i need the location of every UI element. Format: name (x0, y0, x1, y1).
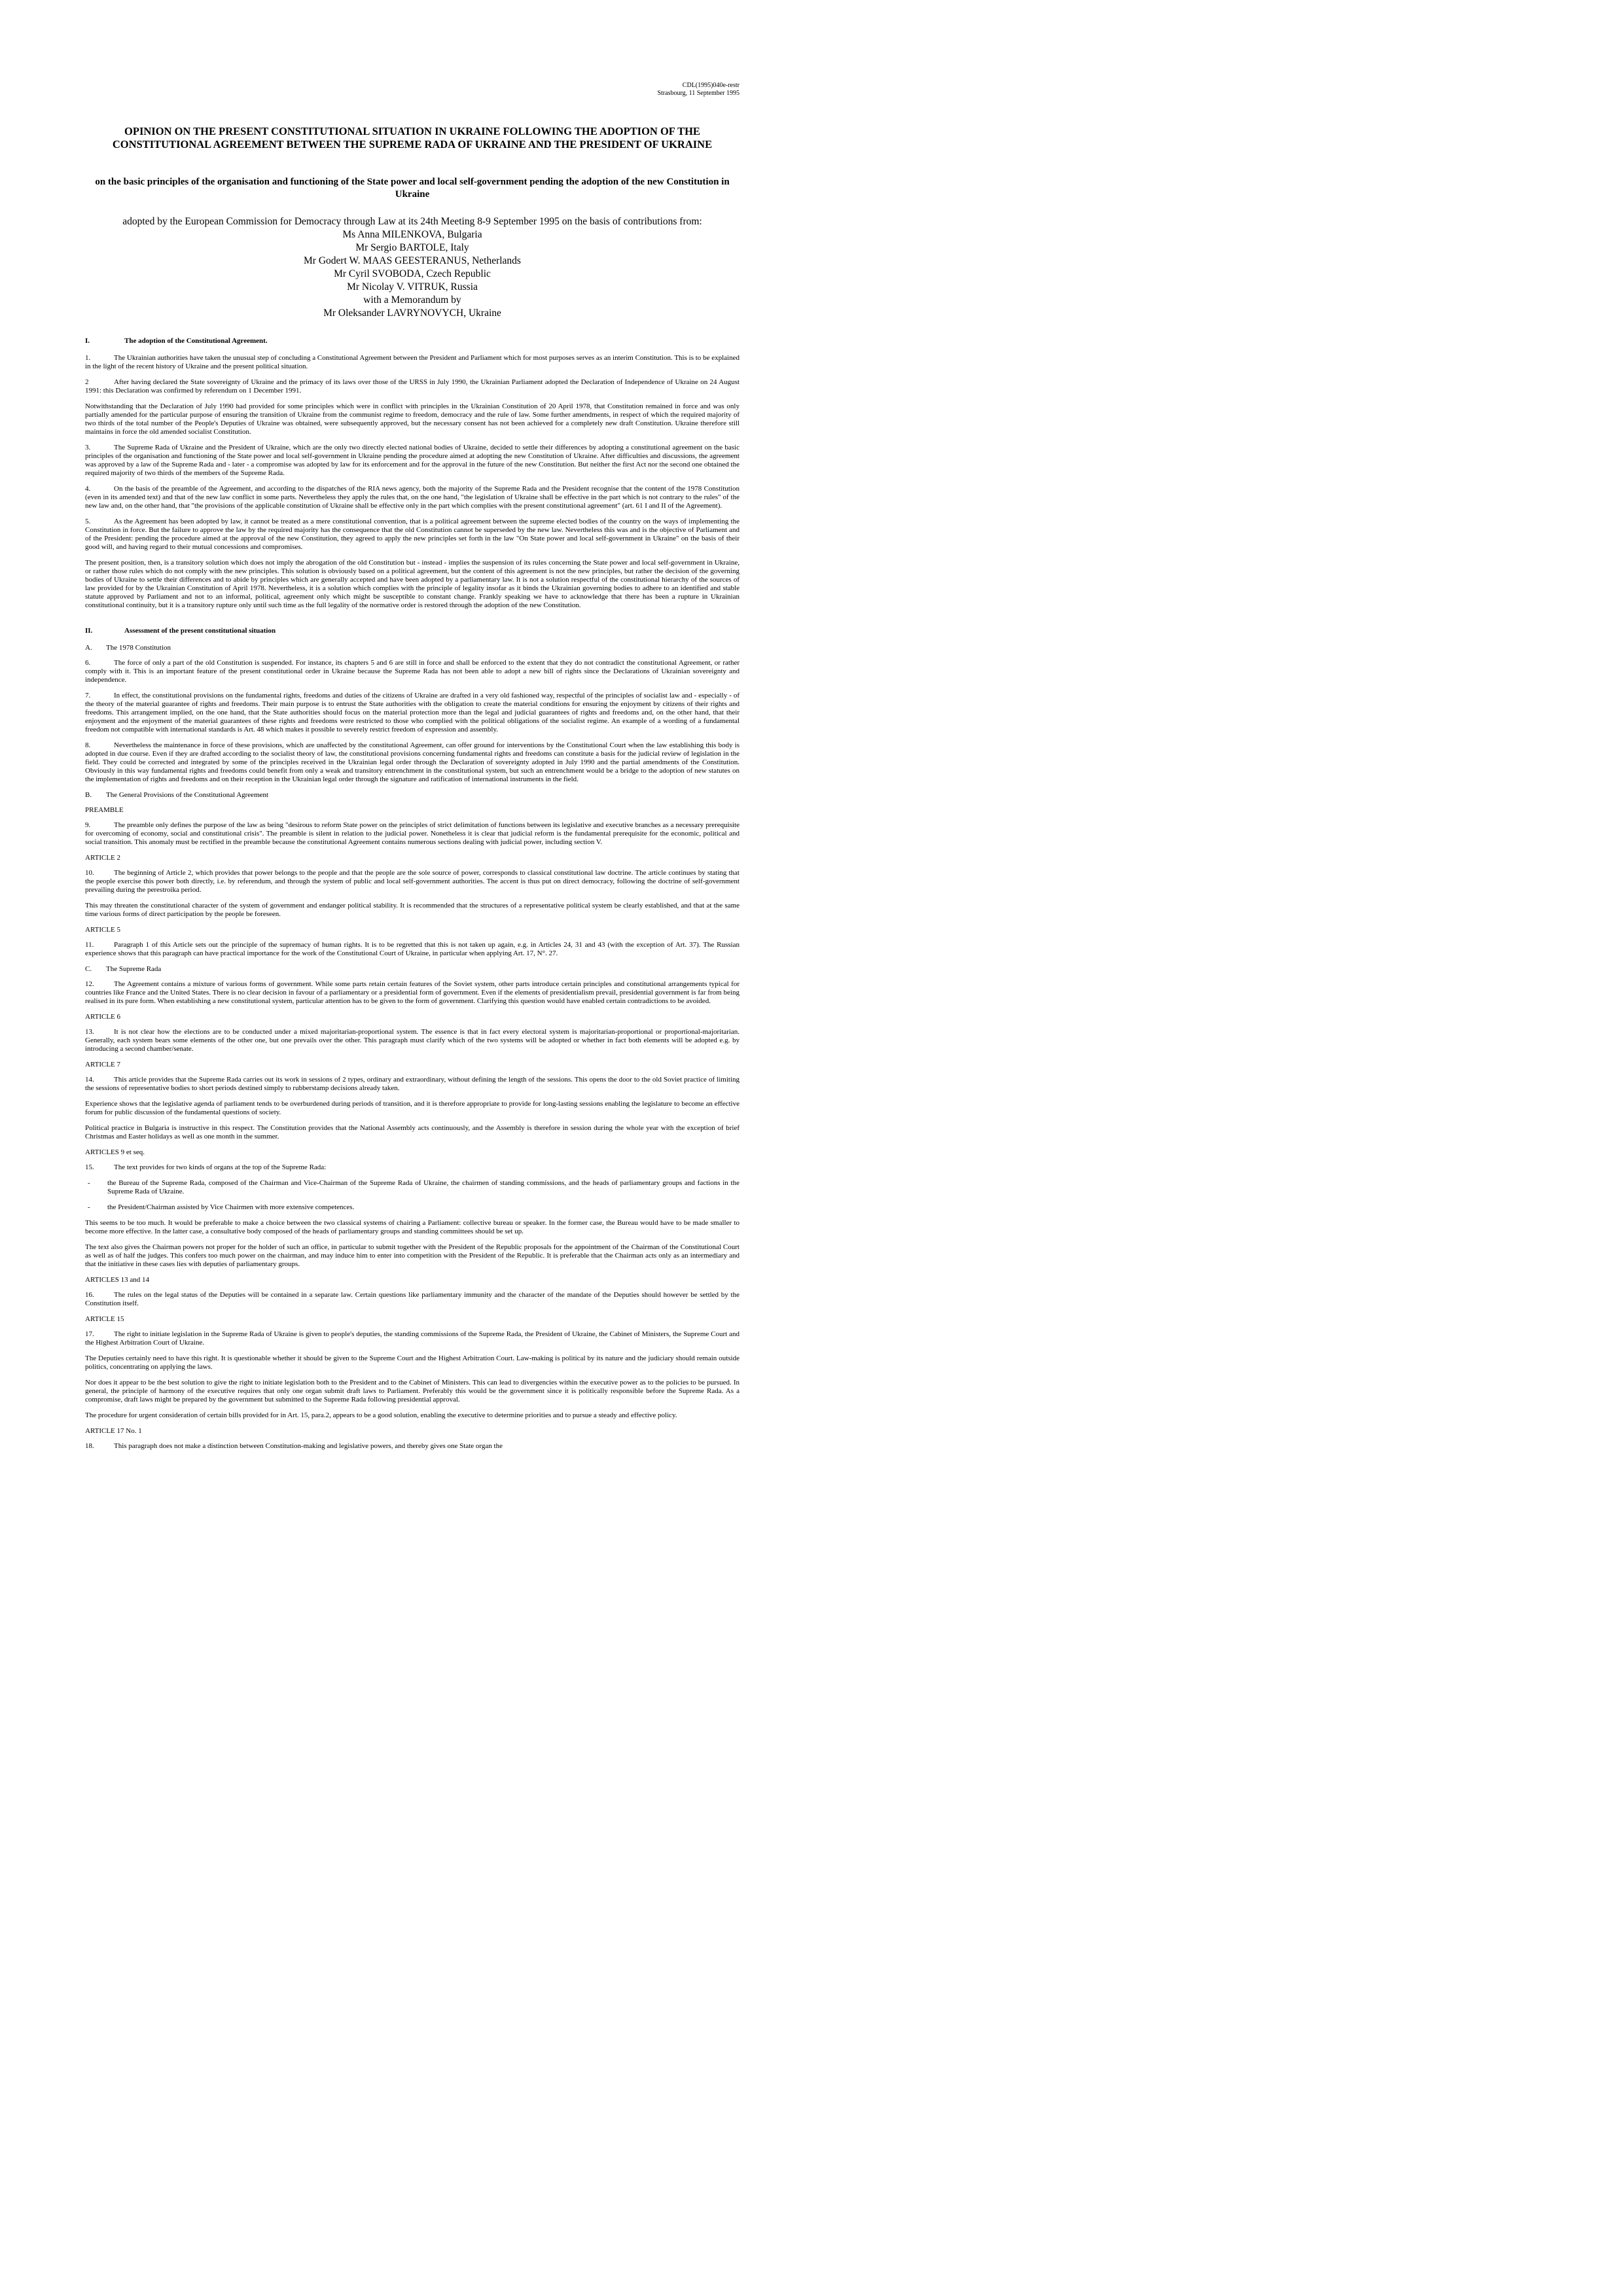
paragraph-number: 14. (85, 1076, 94, 1084)
paragraph-text: The beginning of Article 2, which provides that power belongs to the people and that the people are the sole source of power, corresponds to classical constitutional law doctrine. The article continues by stating that the people exercise this power both directly, i.e. by referendum, and through the system of public and local self-government authorities. The accent is thus put on direct democracy, following the doctrine of self-government prevailing during the perestroika period. (85, 869, 740, 894)
article-heading: ARTICLE 7 (85, 1061, 121, 1069)
list-item (85, 1203, 740, 1212)
contributor: Mr Sergio BARTOLE, Italy (355, 242, 469, 253)
list-dash: - (88, 1203, 90, 1211)
contributor: Ms Anna MILENKOVA, Bulgaria (342, 229, 482, 240)
document-title: OPINION ON THE PRESENT CONSTITUTIONAL SITUATION IN UKRAINE FOLLOWING THE ADOPTION OF THE CONSTITUTIONAL AGREEMENT BETWEEN THE SUPREME RADA OF UKRAINE AND THE PRESIDENT OF UKRAINE (112, 125, 713, 150)
article-heading: ARTICLES 9 et seq. (85, 1148, 145, 1156)
contributor: Mr Godert W. MAAS GEESTERANUS, Netherlands (304, 255, 521, 266)
paragraph-13 (85, 1028, 740, 1053)
paragraph-text: As the Agreement has been adopted by law, it cannot be treated as a mere constitutional convention, that is a political agreement between the supreme elected bodies of the country on the ways of implementing the Constitution in force. But the failure to approve the law by the required majority has the consequence that the old Constitution cannot be superseded by the new law. Nevertheless this was and is the objective of Parliament and of the President: pending the procedure aimed at the approval of the new Constitution, they agreed to apply the new principles set forth in the law "On State power and local self-government in Ukraine" on the basis of their good will, and having regard to their mutual concessions and compromises. (85, 518, 740, 551)
section-number: I. (85, 337, 90, 345)
paragraph-3 (85, 444, 740, 478)
paragraph-17 (85, 1330, 740, 1347)
paragraph-17-continued: The Deputies certainly need to have this right. It is questionable whether it should be given to the Supreme Court and the Highest Arbitration Court. Law-making is political by its nature and the judiciary should remain outside politics, concentrating on applying the laws. (85, 1354, 740, 1371)
paragraph-15 (85, 1163, 740, 1172)
subsection-title: The 1978 Constitution (106, 644, 171, 652)
paragraph-text: The text provides for two kinds of organs at the top of the Supreme Rada: (114, 1163, 327, 1171)
list-item (85, 1179, 740, 1196)
paragraph-4 (85, 485, 740, 510)
paragraph-16 (85, 1291, 740, 1308)
subsection-letter: A. (85, 644, 92, 652)
paragraph-7 (85, 692, 740, 734)
paragraph-text: Paragraph 1 of this Article sets out the principle of the supremacy of human rights. It is to be regretted that this is not taken up again, e.g. in Articles 24, 31 and 43 (with the exception of Art. 37). The Russian experience shows that this paragraph can have practical importance for the work of the Constitutional Court of Ukraine, in particular when applying Art. 17, N°. 27. (85, 941, 740, 957)
paragraph-1 (85, 354, 740, 371)
list-dash: - (88, 1179, 90, 1187)
paragraph-number: 6. (85, 659, 91, 667)
document-reference (85, 82, 740, 97)
paragraph-12 (85, 980, 740, 1006)
article-heading: PREAMBLE (85, 806, 124, 814)
adoption-intro: adopted by the European Commission for Democracy through Law at its 24th Meeting 8-9 September 1995 on the basis of contributions from: (122, 216, 702, 227)
paragraph-17-continued: The procedure for urgent consideration of certain bills provided for in Art. 15, para.2, appears to be a good solution, enabling the executive to determine priorities and to pursue a steady and effective policy. (85, 1411, 677, 1419)
paragraph-number: 17. (85, 1330, 94, 1338)
paragraph-number: 7. (85, 692, 91, 699)
subsection-letter: B. (85, 791, 92, 799)
paragraph-number: 11. (85, 941, 94, 949)
adoption-block (85, 215, 740, 320)
paragraph-text: Nevertheless the maintenance in force of these provisions, which are unaffected by the constitutional Agreement, can offer ground for interventions by the Constitutional Court when the law establishing this body is adopted in due course. Even if they are drafted according to the socialist theory of law, the constitutional provisions concerning fundamental rights and freedoms can constitute a basis for the judicial review of legislation in the field. They could be corrected and integrated by some of the principles received in the Ukrainian legal order through the Declaration of sovereignty adopted in July 1990 and the partial amendments of the Constitution. Obviously in this way fundamental rights and freedoms could benefit from only a weak and transitory entrenchment in the constitutional system, but such an entrenchment would be a bridge to the adoption of new statutes on the implementation of rights and freedoms and on their reception in the Ukrainian legal order through the signature and ratification of international instruments in the field. (85, 741, 740, 783)
paragraph-text: After having declared the State sovereignty of Ukraine and the primacy of its laws over those of the URSS in July 1990, the Ukrainian Parliament adopted the Declaration of Independence of Ukraine on 24 August 1991: this Declaration was confirmed by referendum on 1 December 1991. (85, 378, 740, 395)
paragraph-14-continued: Experience shows that the legislative agenda of parliament tends to be overburdened during periods of transition, and it is therefore appropriate to provide for long-lasting sessions enabling the legislature to become an effective forum for public discussion of the fundamental questions of society. (85, 1100, 740, 1116)
paragraph-number: 16. (85, 1291, 94, 1299)
contributor: Mr Cyril SVOBODA, Czech Republic (334, 268, 491, 279)
paragraph-15-continued: The text also gives the Chairman powers not proper for the holder of such an office, in particular to submit together with the President of the Republic proposals for the appointment of the Chairman of the Constitutional Court as well as of half the judges. This confers too much power on the chairman, and may induce him to enter into competition with the President of the Republic. It is preferable that the Chairman acts only as an intermediary and that the initiative in these cases lies with deputies of parliamentary groups. (85, 1243, 740, 1268)
subsection-title: The Supreme Rada (106, 965, 162, 973)
article-heading: ARTICLE 5 (85, 926, 121, 934)
subsection-heading (85, 791, 740, 800)
paragraph-14-continued: Political practice in Bulgaria is instructive in this respect. The Constitution provides that the National Assembly acts continuously, and the Assembly is therefore in session during the whole year with the exception of brief Christmas and Easter holidays as well as one month in the summer. (85, 1124, 740, 1140)
contributor: with a Memorandum by (363, 294, 461, 306)
paragraph-number: 5. (85, 518, 91, 525)
paragraph-text: This article provides that the Supreme Rada carries out its work in sessions of 2 types, ordinary and extraordinary, without defining the length of the sessions. This opens the door to the old Soviet practice of limiting the sessions of representative bodies to short periods destined simply to rubberstamp decisions already taken. (85, 1076, 740, 1092)
paragraph-number: 12. (85, 980, 94, 988)
paragraph-5 (85, 518, 740, 552)
reference-code: CDL(1995)040e-restr (682, 82, 740, 89)
subsection-heading (85, 644, 740, 652)
subsection-title: The General Provisions of the Constitutional Agreement (106, 791, 269, 799)
reference-date: Strasbourg, 11 September 1995 (657, 90, 740, 97)
paragraph-17-continued: Nor does it appear to be the best solution to give the right to initiate legislation both to the President and to the Cabinet of Ministers. This can lead to divergencies within the executive power as to the policies to be pursued. In general, the principle of harmony of the executive requires that only one organ submit draft laws to Parliament. Preferably this would be the government since it is politically responsible before the Supreme Rada. As a compromise, draft laws might be prepared by the government but submitted to the Supreme Rada following presidential approval. (85, 1379, 740, 1404)
contributor: Mr Oleksander LAVRYNOVYCH, Ukraine (323, 308, 501, 319)
article-heading: ARTICLE 17 No. 1 (85, 1427, 142, 1435)
paragraph-10 (85, 869, 740, 894)
paragraph-9 (85, 821, 740, 847)
section-heading (85, 337, 740, 345)
subsection-letter: C. (85, 965, 92, 973)
paragraph-number: 10. (85, 869, 94, 877)
article-heading: ARTICLE 6 (85, 1013, 121, 1021)
article-heading: ARTICLE 15 (85, 1315, 124, 1323)
document-page (85, 82, 740, 1458)
paragraph-number: 9. (85, 821, 91, 829)
paragraph-number: 4. (85, 485, 91, 493)
contributor: Mr Nicolay V. VITRUK, Russia (347, 281, 478, 292)
article-heading: ARTICLE 2 (85, 854, 121, 862)
paragraph-text: The preamble only defines the purpose of the law as being "desirous to reform State power on the principles of strict delimitation of functions between its legislative and executive branches as a necessary prerequisite for overcoming of economy, social and constitutional crisis". The preamble is silent in relation to the judicial power. Nonetheless it is clear that judicial reform is the fundamental prerequisite for the economic, political and social transition. This anomaly must be rectified in the preamble because the constitutional Agreement contains numerous sections dealing with judicial power, including section V. (85, 821, 740, 846)
section-number: II. (85, 627, 93, 635)
paragraph-18 (85, 1442, 740, 1451)
paragraph-8 (85, 741, 740, 784)
paragraph-text: On the basis of the preamble of the Agreement, and according to the dispatches of the RIA news agency, both the majority of the Supreme Rada and the President recognise that the content of the 1978 Constitution (even in its amended text) and that of the new law conflict in some parts. Nevertheless they apply the rules that, on the one hand, "the legislation of Ukraine shall be effective in the part which is not contrary to the rules" of the new law and, on the other hand, that "the provisions of the applicable constitution of Ukraine shall be effective only in the part which complies with the present constitutional agreement" (art. 61 I and II of the Agreement). (85, 485, 740, 510)
paragraph-text: In effect, the constitutional provisions on the fundamental rights, freedoms and duties of the citizens of Ukraine are drafted in a very old fashioned way, respectful of the principles of socialist law and - especially - of the theory of the material guarantee of rights and freedoms. Their main purpose is to entrust the State authorities with the obligation to create the material conditions for ensuring the enjoyment by citizens of their rights and freedoms. This arrangement implied, on the one hand, that the State authorities should focus on the material protection more than the legal and judicial guarantees of rights and freedoms and, on the other hand, that their enjoyment and the enjoyment of the material guarantees of these rights and freedoms were restricted to those who complied with the political obligations of the socialist regime. An example of a wording of a fundamental freedom not compatible with international standards is Art. 48 which makes it possible to severely restrict freedom of expression and assembly. (85, 692, 740, 733)
paragraph-text: This paragraph does not make a distinction between Constitution-making and legislative powers, and thereby gives one State organ the (114, 1442, 503, 1450)
paragraph-15-continued: This seems to be too much. It would be preferable to make a choice between the two classical systems of chairing a Parliament: collective bureau or speaker. In the former case, the Bureau would have to be made smaller to become more effective. In the latter case, a consultative body composed of the heads of parliamentary groups and standing committees should be set up. (85, 1219, 740, 1235)
list-item-text: the Bureau of the Supreme Rada, composed of the Chairman and Vice-Chairman of the Supreme Rada of Ukraine, the chairmen of standing commissions, and the heads of parliamentary groups and factions in the Supreme Rada of Ukraine. (107, 1179, 740, 1195)
list-item-text: the President/Chairman assisted by Vice Chairmen with more extensive competences. (107, 1203, 355, 1211)
article-heading: ARTICLES 13 and 14 (85, 1276, 150, 1284)
paragraph-2-continued: Notwithstanding that the Declaration of July 1990 had provided for some principles which were in conflict with principles in the Ukrainian Constitution of 20 April 1978, that Constitution remained in force and was only partially amended for the particular purpose of ensuring the transition of Ukraine from the communist regime to freedom, democracy and the rule of law. Some further amendments, in respect of which the required majority of two thirds of the total number of the People's Deputies of Ukraine was obtained, were subsequently approved, but the necessary consent has not been achieved for a completely new draft Constitution. Ukraine therefore still maintains in force the old amended socialist Constitution. (85, 402, 740, 436)
paragraph-number: 15. (85, 1163, 94, 1171)
paragraph-text: The Ukrainian authorities have taken the unusual step of concluding a Constitutional Agreement between the President and Parliament which for most purposes serves as an interim Constitution. This is to be explained in the light of the recent history of Ukraine and the present political situation. (85, 354, 740, 370)
paragraph-number: 2 (85, 378, 89, 386)
paragraph-number: 1. (85, 354, 91, 362)
section-title: The adoption of the Constitutional Agreement. (124, 337, 268, 345)
paragraph-text: The right to initiate legislation in the Supreme Rada of Ukraine is given to people's deputies, the standing commissions of the Supreme Rada, the President of Ukraine, the Cabinet of Ministers, the Supreme Court and the Highest Arbitration Court of Ukraine. (85, 1330, 740, 1347)
paragraph-text: The rules on the legal status of the Deputies will be contained in a separate law. Certain questions like parliamentary immunity and the character of the mandate of the Deputies should however be settled by the Constitution itself. (85, 1291, 740, 1307)
paragraph-text: The Supreme Rada of Ukraine and the President of Ukraine, which are the only two directly elected national bodies of Ukraine, decided to settle their differences by adopting a constitutional agreement on the basic principles of the organisation and functioning of the State power and local self-government in Ukraine pending the procedure aimed at adopting the new Constitution of Ukraine. After difficulties and discussions, the agreement was approved by a law of the Supreme Rada and - later - a compromise was adopted by law for its enforcement and for the approval in the future of the new Constitution. But neither the first Act nor the second one obtained the required majority of two thirds of the members of the Supreme Rada. (85, 444, 740, 477)
paragraph-number: 18. (85, 1442, 94, 1450)
section-heading (85, 627, 740, 635)
document-subtitle: on the basic principles of the organisation and functioning of the State power and local self-government pending the adoption of the new Constitution in Ukraine (95, 177, 730, 200)
paragraph-number: 8. (85, 741, 91, 749)
paragraph-number: 13. (85, 1028, 94, 1036)
subsection-heading (85, 965, 740, 974)
paragraph-text: The Agreement contains a mixture of various forms of government. While some parts retain certain features of the Soviet system, other parts introduce certain principles and constitutional arrangements typical for countries like France and the United States. There is no clear decision in favour of a parliamentary or a presidential form of government. Even if the elements of presidentialism prevail, presidential government is far from being realised in its pure form. When establishing a new constitutional system, particular attention has to be given to the form of government. Clarifying this question would have enabled certain contradictions to be avoided. (85, 980, 740, 1005)
paragraph-6 (85, 659, 740, 684)
paragraph-11 (85, 941, 740, 958)
paragraph-5-continued: The present position, then, is a transitory solution which does not imply the abrogation of the old Constitution but - instead - implies the suspension of its rules concerning the State power and local self-government in Ukraine, or rather those rules which do not comply with the new principles. This solution is obviously based on a political agreement, but the content of this agreement is not the new principles, but rather the decision of the governing bodies of Ukraine to settle their differences and to abide by principles which are generally accepted and have been adopted by a parliamentary law. It is not a solution respectful of the constitutional hierarchy of the sources of law provided for by the Ukrainian Constitution of April 1978. Nevertheless, it is a solution which complies with the principle of legality insofar as it binds the Ukrainian governing bodies to adhere to an identified and stable statute approved by Parliament and not to an informal, political, agreement only which might be susceptible to constant change. Frankly speaking we have to acknowledge that there has been a rupture in Ukrainian constitutional continuity, but it is a transitory rupture only until such time as the full legality of the normative order is restored through the adoption of the new Constitution. (85, 559, 740, 609)
paragraph-text: It is not clear how the elections are to be conducted under a mixed majoritarian-proportional system. The essence is that in fact every electoral system is majoritarian-proportional or proportional-majoritarian. Generally, each system bears some elements of the other one, but one prevails over the other. This paragraph must clarify which of the two systems will be adopted or whether in fact both elements will be adopted e.g. by introducing a second chamber/senate. (85, 1028, 740, 1053)
paragraph-14 (85, 1076, 740, 1093)
paragraph-2 (85, 378, 740, 395)
section-title: Assessment of the present constitutional situation (124, 627, 276, 635)
paragraph-text: The force of only a part of the old Constitution is suspended. For instance, its chapters 5 and 6 are still in force and shall be enforced to the extent that they do not contradict the constitutional Agreement, or rather comply with it. This is an important feature of the present constitutional order in Ukraine because the Supreme Rada has not been able to adopt a new bill of rights since the Declarations of Ukrainian sovereignty and independence. (85, 659, 740, 684)
paragraph-number: 3. (85, 444, 91, 451)
paragraph-10-continued: This may threaten the constitutional character of the system of government and endanger political stability. It is recommended that the structures of a representative political system be clearly established, and that at the same time various forms of direct participation by the people be foreseen. (85, 902, 740, 918)
